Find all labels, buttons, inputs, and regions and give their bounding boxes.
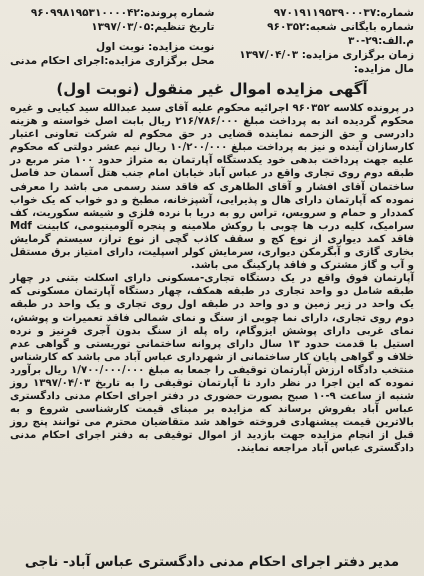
notice-header — [10, 6, 414, 76]
auction-round: نوبت مزایده: نوبت اول — [96, 41, 215, 53]
header-right-column — [239, 6, 414, 76]
issue-date: تاریخ تنظیم:۱۳۹۷/۰۳/۰۵ — [91, 21, 215, 33]
auction-item-label: مال مزایده: — [353, 63, 414, 75]
notice-body — [10, 102, 414, 456]
auction-date: زمان برگزاری مزایده: ۱۳۹۷/۰۴/۰۳ — [239, 49, 414, 61]
file-number: شماره پرونده:۹۶۰۹۹۸۱۹۵۳۱۰۰۰۰۴۲ — [30, 7, 215, 19]
notice-title: آگهی مزایده اموال غیر منقول (نوبت اول) — [56, 80, 368, 98]
paragraph-debt-and-property: در پرونده کلاسه ۹۶۰۳۵۲ اجرائیه محکوم علیه آقای سید عبدالله سید کیایی و غیره محکوم گردیده اند به پرداخت مبلغ ۲۱۶/۷۸۶/۰۰۰ ریال بابت اصل خواسته و هزینه دادرسی و حق الزحمه نماینده قضایی در حق محکوم له شرکت تعاونی اعتبار کارسازان آینده و نیز به پرداخت مبلغ ۱۰/۲۰۰/۰۰۰ ریال نیم عشر دولتی که محکوم علیه جهت پرداخت بدهی خود یکدستگاه آپارتمان به متراژ حدود ۱۰۰ متر مربع در طبقه دوم روی تجاری واقع در عباس آباد خیابان امام جنب هتل آسمان حد فاصل ساختمان آقای افشار و آقای الطاهری که فاقد سند رسمی می باشد را معرفی نموده که آپارتمان دارای هال و پذیرایی، آشپزخانه، مطبخ و دو خواب که یک خواب کمددار و حمام و سرویس، تراس رو به دریا با نرده فلزی و شیشه سکوریت، کف سرامیک، کلیه درب ها چوبی با روکش ملامینه و پنجره آلومینیومی، کابینت Mdf فاقد کمد دیواری از نوع کج و سقف کاذب گچی از نوع تراز، سیستم گرمایش بخاری گازی و آبگرمکن دیواری، سرمایش کولر اسپلیت، دارای امتیاز برق مستقل و آب و گاز مشترک و فاقد پارکینگ می باشد. — [10, 103, 414, 272]
paragraph-building-and-auction: آپارتمان فوق واقع در یک دستگاه تجاری-مسکونی دارای اسکلت بتنی در چهار طبقه شامل دو واحد تجاری در طبقه همکف، چهار دستگاه آپارتمان مسکونی که یک واحد در زیر زمین و دو واحد در طبقه اول روی تجاری و یک واحد در طبقه دوم روی تجاری، دارای نما چوبی از سنگ و نمای شمالی فاقد تعمیرات و پوشش، نمای غربی دارای پوشش ایزوگام، راه پله از سنگ بدون آجری قرنیز و نرده استیل با قدمت حدود ۱۳ سال دارای پروانه ساختمانی توریستی و گواهی عدم خلاف و گواهی پایان کار ساختمانی از شهرداری عباس آباد می باشد که کارشناس منتخب دادگاه ارزش آپارتمان توقیفی را جمعا به مبلغ ۱/۷۰۰/۰۰۰/۰۰۰ ریال برآورد نموده که این اجرا در نظر دارد تا آپارتمان توقیفی را به تاریخ ۱۳۹۷/۰۴/۰۳ روز شنبه از ساعت ۹-۱۰ صبح بصورت حضوری در دفتر اجرای احکام مدنی دادگستری عباس آباد بفروش برساند که مزایده بر مبنای قیمت کارشناسی شروع و به بالاترین قیمت پیشنهادی فروخته خواهد شد متقاضیان محترم می توانند پنج روز قبل از انجام مزایده جهت بازدید از اموال توقیفی به دفتر اجرای احکام مدنی دادگستری عباس آباد مراجعه نمایند. — [10, 273, 415, 455]
auction-venue: محل برگزاری مزایده:اجرای احکام مدنی — [10, 55, 215, 67]
signature-line: مدیر دفتر اجرای احکام مدنی دادگستری عباس آباد- ناجی — [24, 554, 400, 570]
case-number: شماره:۹۷۰۱۹۱۱۹۵۳۹۰۰۰۳۷ — [273, 7, 414, 19]
header-left-column — [10, 6, 214, 76]
reference-code: م.الف:۲۹-۳۰ — [348, 35, 414, 47]
archive-number: شماره بایگانی شعبه:۹۶۰۳۵۲ — [267, 21, 414, 33]
